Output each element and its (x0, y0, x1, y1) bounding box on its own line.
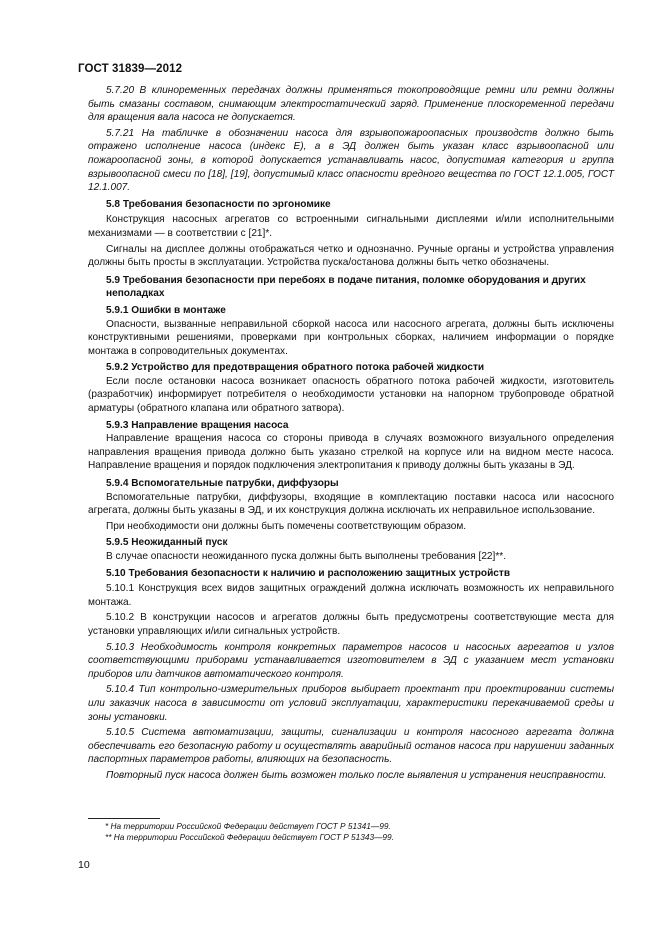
para-5-10-1: 5.10.1 Конструкция всех видов защитных ограждений должна исключать возможность их неправильного монтажа. (88, 583, 614, 608)
para-restart: Повторный пуск насоса должен быть возможен только после выявления и устранения неисправности. (106, 769, 607, 781)
para-5-9-4-b: При необходимости они должны быть помечены соответствующим образом. (106, 520, 467, 532)
para-5-7-21: 5.7.21 На табличке в обозначении насоса для взрывопожароопасных производств должно быть отражено исполнение насоса (индекс Е), а в ЭД должен быть указан класс взрывоопасной или пожароопасной зоны, в которой допускается устанавливать насос, допустимая категория и группа взрывоопасной смеси по [18], [19], допустимый класс опасности вредного вещества по ГОСТ 12.1.005, ГОСТ 12.1.007. (88, 127, 614, 194)
page-number: 10 (78, 859, 90, 871)
para-5-10-2: 5.10.2 В конструкции насосов и агрегатов должны быть предусмотрены соответствующие места для установки управляющих и/или сигнальных устройств. (88, 612, 614, 637)
para-5-9-1: Опасности, вызванные неправильной сборкой насоса или насосного агрегата, должны быть исключены конструктивными решениями, проверками при контрольных сборках, наличием информации о порядке монтажа в сопроводительных документах. (88, 318, 614, 357)
para-ergonomics-1: Конструкция насосных агрегатов со встроенными сигнальными дисплеями и/или исполнительными механизмами — в соответствии с [21]*. (88, 214, 614, 239)
para-ergonomics-2: Сигналы на дисплее должны отображаться четко и однозначно. Ручные органы и устройства управления должны быть просты в эксплуатации. Устройства пуска/останова должны быть четко обозначены. (88, 243, 614, 269)
para-5-9-2: Если после остановки насоса возникает опасность обратного потока рабочей жидкости, изготовитель (разработчик) информирует потребителя о необходимости установки на напорном трубопроводе обратной арматуры (обратного клапана или обратного затвора). (88, 375, 614, 415)
heading-5-8: 5.8 Требования безопасности по эргономике (106, 198, 331, 210)
footnote-separator (88, 818, 160, 819)
heading-5-9-3: 5.9.3 Направление вращения насоса (106, 419, 289, 431)
heading-5-10: 5.10 Требования безопасности к наличию и расположению защитных устройств (106, 567, 511, 579)
para-5-9-5: В случае опасности неожиданного пуска должны быть выполнены требования [22]**. (106, 551, 507, 562)
para-5-7-20: 5.7.20 В клиноременных передачах должны применяться токопроводящие ремни или ремни должны быть смазаны составом, снимающим электростатический заряд. Применение плоскоременной передачи для вращения вала насоса не допускается. (88, 85, 614, 124)
heading-5-9-2: 5.9.2 Устройство для предотвращения обратного потока рабочей жидкости (106, 362, 485, 374)
footnote-2: ** На территории Российской Федерации действует ГОСТ Р 51343—99. (105, 832, 394, 842)
heading-5-9: 5.9 Требования безопасности при перебоях в подаче питания, поломке оборудования и других неполадках (106, 274, 586, 300)
para-5-9-4-a: Вспомогательные патрубки, диффузоры, входящие в комплектацию поставки насоса или насосного агрегата, должны быть указаны в ЭД, и их конструкция должна исключать их неправильное использование. (88, 491, 614, 517)
heading-5-9-5: 5.9.5 Неожиданный пуск (106, 537, 228, 549)
para-5-10-3: 5.10.3 Необходимость контроля конкретных параметров насосов и насосных агрегатов и узлов соответствующими приборами устанавливается изготовителем в ЭД с указанием мест установки приборов или датчиков автоматического контроля. (88, 641, 614, 680)
heading-5-9-1: 5.9.1 Ошибки в монтаже (106, 304, 226, 316)
para-5-10-4: 5.10.4 Тип контрольно-измерительных приборов выбирает проектант при проектировании системы или заказчик насоса в зависимости от условий эксплуатации, характеристики перекачиваемой среды и зоны установки. (88, 684, 614, 723)
para-5-10-5: 5.10.5 Система автоматизации, защиты, сигнализации и контроля насосного агрегата должна обеспечивать его безопасную работу и осуществлять аварийный останов насоса при нарушении заданных паспортных параметров работы, влияющих на безопасность. (88, 727, 614, 766)
heading-5-9-4: 5.9.4 Вспомогательные патрубки, диффузоры (106, 478, 339, 490)
para-5-9-3: Направление вращения насоса со стороны привода в случаях возможного визуального определения направления вращения привода должно быть указано стрелкой на корпусе или на видном месте насоса. Направление вращения и порядок подключения электропитания к приводу должны быть указаны в ЭД. (88, 433, 614, 472)
footnote-1: * На территории Российской Федерации действует ГОСТ Р 51341—99. (105, 821, 391, 831)
body-text (88, 84, 614, 783)
running-header: ГОСТ 31839—2012 (78, 63, 183, 75)
